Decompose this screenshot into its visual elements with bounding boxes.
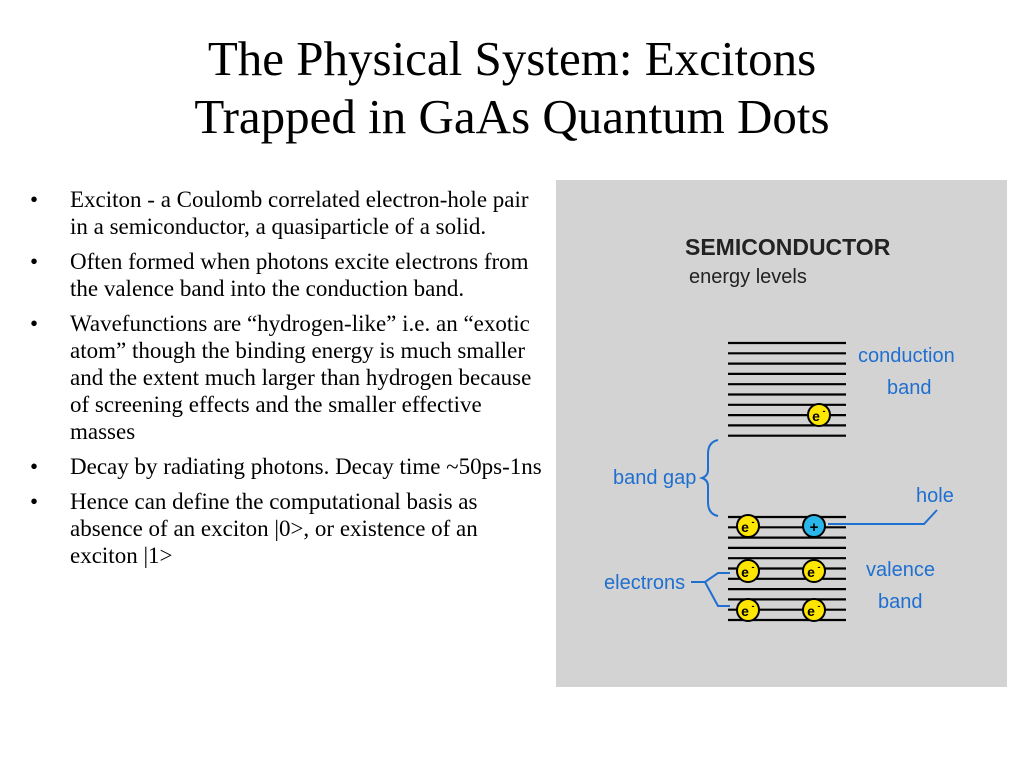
- bullet-text: Wavefunctions are “hydrogen-like” i.e. an “exotic atom” though the binding energy is much smaller and the extent much larger than hydrogen because of screening effects and the smaller effective masses: [70, 311, 532, 444]
- title-line-1: The Physical System: Excitons: [207, 31, 817, 86]
- bullet-item: [30, 488, 550, 569]
- electron-symbol: e: [807, 603, 815, 619]
- valence-electron: [803, 560, 825, 582]
- bullet-item: [30, 310, 550, 445]
- bullet-marker: •: [30, 489, 39, 514]
- valence-electron: [737, 599, 759, 621]
- conduction-label: conduction: [858, 345, 955, 367]
- bullet-item: [30, 453, 550, 480]
- bullet-text: Exciton - a Coulomb correlated electron-hole pair in a semiconductor, a quasiparticle of a solid.: [70, 187, 529, 239]
- bullet-marker: •: [30, 187, 39, 212]
- electron-symbol: e: [741, 519, 749, 535]
- bullet-text: Decay by radiating photons. Decay time ~50ps-1ns: [70, 454, 542, 479]
- electron-charge: -: [751, 601, 755, 611]
- title-line-2: Trapped in GaAs Quantum Dots: [194, 89, 830, 144]
- valence-label: valence: [866, 559, 935, 581]
- bullet-item: [30, 186, 550, 240]
- hole-label: hole: [916, 485, 954, 507]
- valence-electron: [803, 599, 825, 621]
- bullet-marker: •: [30, 311, 39, 336]
- diagram-canvas: [556, 180, 1007, 687]
- diagram-heading: SEMICONDUCTOR: [685, 234, 891, 260]
- electrons-label: electrons: [604, 572, 686, 594]
- conduction-electron: [808, 404, 830, 426]
- bullet-list: [30, 186, 550, 577]
- electron-charge: -: [817, 562, 821, 572]
- bullet-text: Often formed when photons excite electrons from the valence band into the conduction band.: [70, 249, 529, 301]
- electron-symbol: e: [741, 603, 749, 619]
- slide-title: [0, 30, 1024, 146]
- conduction-band-label: band: [887, 377, 932, 399]
- electron-charge: -: [751, 517, 755, 527]
- electron-charge: -: [751, 562, 755, 572]
- bullet-item: [30, 248, 550, 302]
- electrons-connector-upper: [691, 573, 730, 582]
- electron-symbol: e: [812, 408, 820, 424]
- bullet-text: Hence can define the computational basis as absence of an exciton |0>, or existence of an exciton |1>: [70, 489, 478, 568]
- valence-electron: [737, 560, 759, 582]
- band-gap-label: band gap: [613, 467, 697, 489]
- electron-symbol: e: [807, 564, 815, 580]
- electrons-connector-lower: [705, 582, 730, 606]
- bullet-marker: •: [30, 454, 39, 479]
- bullet-marker: •: [30, 249, 39, 274]
- diagram-subheading: energy levels: [689, 266, 807, 288]
- semiconductor-diagram: [556, 180, 1007, 687]
- electron-charge: -: [817, 601, 821, 611]
- hole-symbol: +: [809, 519, 819, 536]
- valence-band-label: band: [878, 591, 923, 613]
- electron-charge: -: [822, 406, 826, 416]
- electron-symbol: e: [741, 564, 749, 580]
- valence-electron: [737, 515, 759, 537]
- band-gap-brace: [702, 440, 718, 516]
- hole-particle: [803, 515, 825, 537]
